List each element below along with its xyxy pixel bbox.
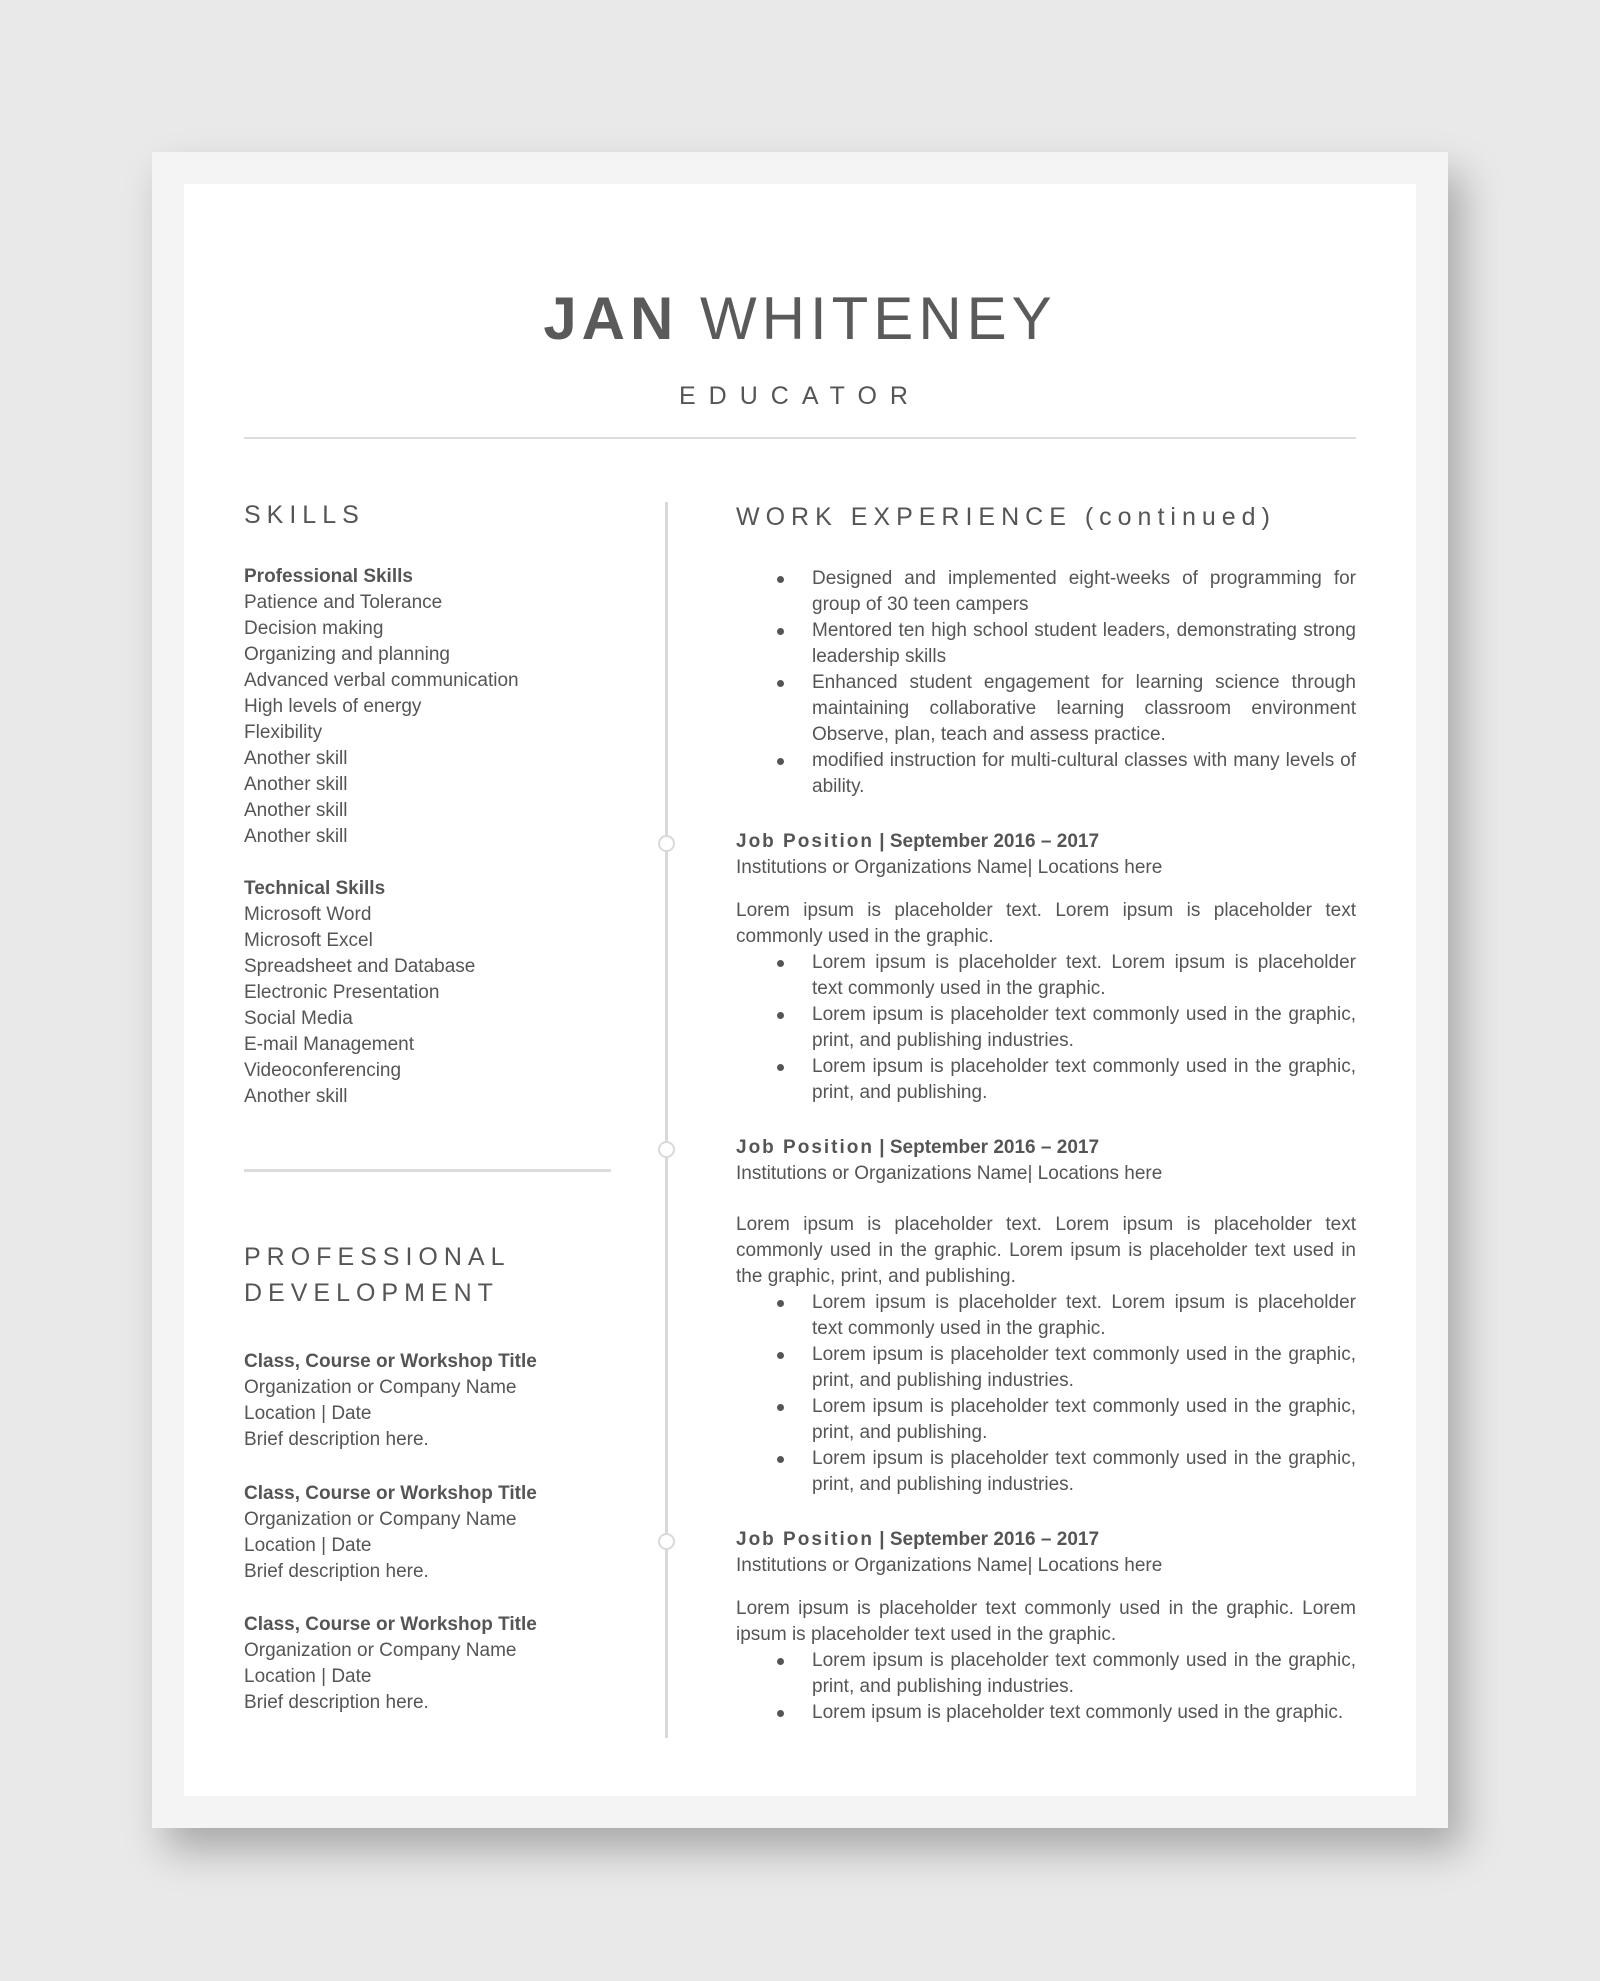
job-entry	[736, 1135, 1356, 1498]
first-name: JAN	[543, 285, 679, 352]
skill-item: Social Media	[244, 1008, 353, 1029]
pd-title: Class, Course or Workshop Title	[244, 1614, 537, 1635]
pd-description: Brief description here.	[244, 1692, 429, 1713]
candidate-name	[184, 285, 1416, 352]
pd-org: Organization or Company Name	[244, 1377, 517, 1398]
skill-item: Another skill	[244, 800, 348, 821]
job-dates: | September 2016 – 2017	[879, 1137, 1100, 1158]
job-header	[736, 1135, 1356, 1161]
skill-item: Another skill	[244, 774, 348, 795]
job-summary: Lorem ipsum is placeholder text. Lorem ipsum is placeholder text commonly used in the graphic.	[736, 900, 1356, 947]
bullet-item: Lorem ipsum is placeholder text commonly used in the graphic, print, and publishing industries.	[736, 1446, 1356, 1498]
pd-location-date: Location | Date	[244, 1666, 372, 1687]
job-title: EDUCATOR	[679, 382, 921, 410]
bullet-item: Lorem ipsum is placeholder text commonly used in the graphic, print, and publishing industries.	[736, 1342, 1356, 1394]
skill-item: Microsoft Excel	[244, 930, 373, 951]
left-column-divider	[244, 1169, 611, 1172]
job-entry	[736, 1527, 1356, 1726]
heading-line: PROFESSIONAL	[244, 1243, 511, 1271]
skill-item: Advanced verbal communication	[244, 670, 519, 691]
job-dates: | September 2016 – 2017	[879, 831, 1100, 852]
pd-description: Brief description here.	[244, 1561, 429, 1582]
technical-skills-block	[244, 876, 644, 1110]
job-org: Institutions or Organizations Name| Locations here	[736, 1163, 1163, 1184]
pd-org: Organization or Company Name	[244, 1509, 517, 1530]
job-header	[736, 1527, 1356, 1553]
job-org: Institutions or Organizations Name| Locations here	[736, 857, 1163, 878]
pd-title: Class, Course or Workshop Title	[244, 1351, 537, 1372]
job-header	[736, 829, 1356, 855]
bullet-item: Lorem ipsum is placeholder text commonly used in the graphic, print, and publishing.	[736, 1054, 1356, 1106]
job-position: Job Position	[736, 1529, 874, 1550]
skill-item: E-mail Management	[244, 1034, 415, 1055]
bullet-item: Designed and implemented eight-weeks of programming for group of 30 teen campers	[736, 566, 1356, 618]
pd-entry	[244, 1349, 644, 1453]
skill-item: Microsoft Word	[244, 904, 372, 925]
pd-org: Organization or Company Name	[244, 1640, 517, 1661]
professional-development-heading	[244, 1239, 644, 1311]
timeline-dot	[658, 1533, 675, 1550]
skill-item: Electronic Presentation	[244, 982, 440, 1003]
skill-item: Spreadsheet and Database	[244, 956, 476, 977]
pd-description: Brief description here.	[244, 1429, 429, 1450]
heading-line: DEVELOPMENT	[244, 1279, 499, 1307]
resume-page	[184, 184, 1416, 1796]
bullet-item: Mentored ten high school student leaders, demonstrating strong leadership skills	[736, 618, 1356, 670]
pd-entry	[244, 1612, 644, 1716]
skill-item: Videoconferencing	[244, 1060, 402, 1081]
bullet-item: Lorem ipsum is placeholder text. Lorem ipsum is placeholder text commonly used in the graphic.	[736, 1290, 1356, 1342]
pd-location-date: Location | Date	[244, 1403, 372, 1424]
skill-item: Another skill	[244, 1086, 348, 1107]
timeline-dot	[658, 1141, 675, 1158]
skills-heading: SKILLS	[244, 501, 365, 529]
skill-item: Decision making	[244, 618, 384, 639]
technical-skills-heading: Technical Skills	[244, 878, 386, 899]
bullet-item: Lorem ipsum is placeholder text commonly used in the graphic.	[736, 1700, 1356, 1726]
bullet-item: Lorem ipsum is placeholder text commonly used in the graphic, print, and publishing industries.	[736, 1002, 1356, 1054]
skill-item: Patience and Tolerance	[244, 592, 443, 613]
bullet-item: Lorem ipsum is placeholder text. Lorem ipsum is placeholder text commonly used in the graphic.	[736, 950, 1356, 1002]
bullet-item: Lorem ipsum is placeholder text commonly used in the graphic, print, and publishing industries.	[736, 1648, 1356, 1700]
pd-location-date: Location | Date	[244, 1535, 372, 1556]
pd-title: Class, Course or Workshop Title	[244, 1483, 537, 1504]
professional-skills-block	[244, 564, 644, 850]
resume-frame	[152, 152, 1448, 1828]
skill-item: Another skill	[244, 826, 348, 847]
skill-item: Flexibility	[244, 722, 323, 743]
job-dates: | September 2016 – 2017	[879, 1529, 1100, 1550]
timeline-line	[665, 502, 668, 1738]
skill-item: Organizing and planning	[244, 644, 450, 665]
skill-item: Another skill	[244, 748, 348, 769]
bullet-item: Lorem ipsum is placeholder text commonly used in the graphic, print, and publishing.	[736, 1394, 1356, 1446]
job-summary: Lorem ipsum is placeholder text. Lorem ipsum is placeholder text commonly used in the graphic. Lorem ipsum is placeholder text used in the graphic, print, and publishing.	[736, 1214, 1356, 1287]
pd-entry	[244, 1481, 644, 1585]
header-divider	[244, 437, 1356, 439]
bullet-item: Enhanced student engagement for learning science through maintaining collaborative learning classroom environment Observe, plan, teach and assess practice.	[736, 670, 1356, 748]
last-name: WHITENEY	[700, 285, 1057, 352]
skill-item: High levels of energy	[244, 696, 422, 717]
job-position: Job Position	[736, 831, 874, 852]
timeline-dot	[658, 835, 675, 852]
job-position: Job Position	[736, 1137, 874, 1158]
job-summary: Lorem ipsum is placeholder text commonly used in the graphic. Lorem ipsum is placeholder text used in the graphic.	[736, 1598, 1356, 1645]
continued-bullets	[736, 566, 1356, 800]
job-entry	[736, 829, 1356, 1106]
work-experience-heading: WORK EXPERIENCE (continued)	[736, 503, 1276, 531]
bullet-item: modified instruction for multi-cultural classes with many levels of ability.	[736, 748, 1356, 800]
job-org: Institutions or Organizations Name| Locations here	[736, 1555, 1163, 1576]
professional-skills-heading: Professional Skills	[244, 566, 413, 587]
